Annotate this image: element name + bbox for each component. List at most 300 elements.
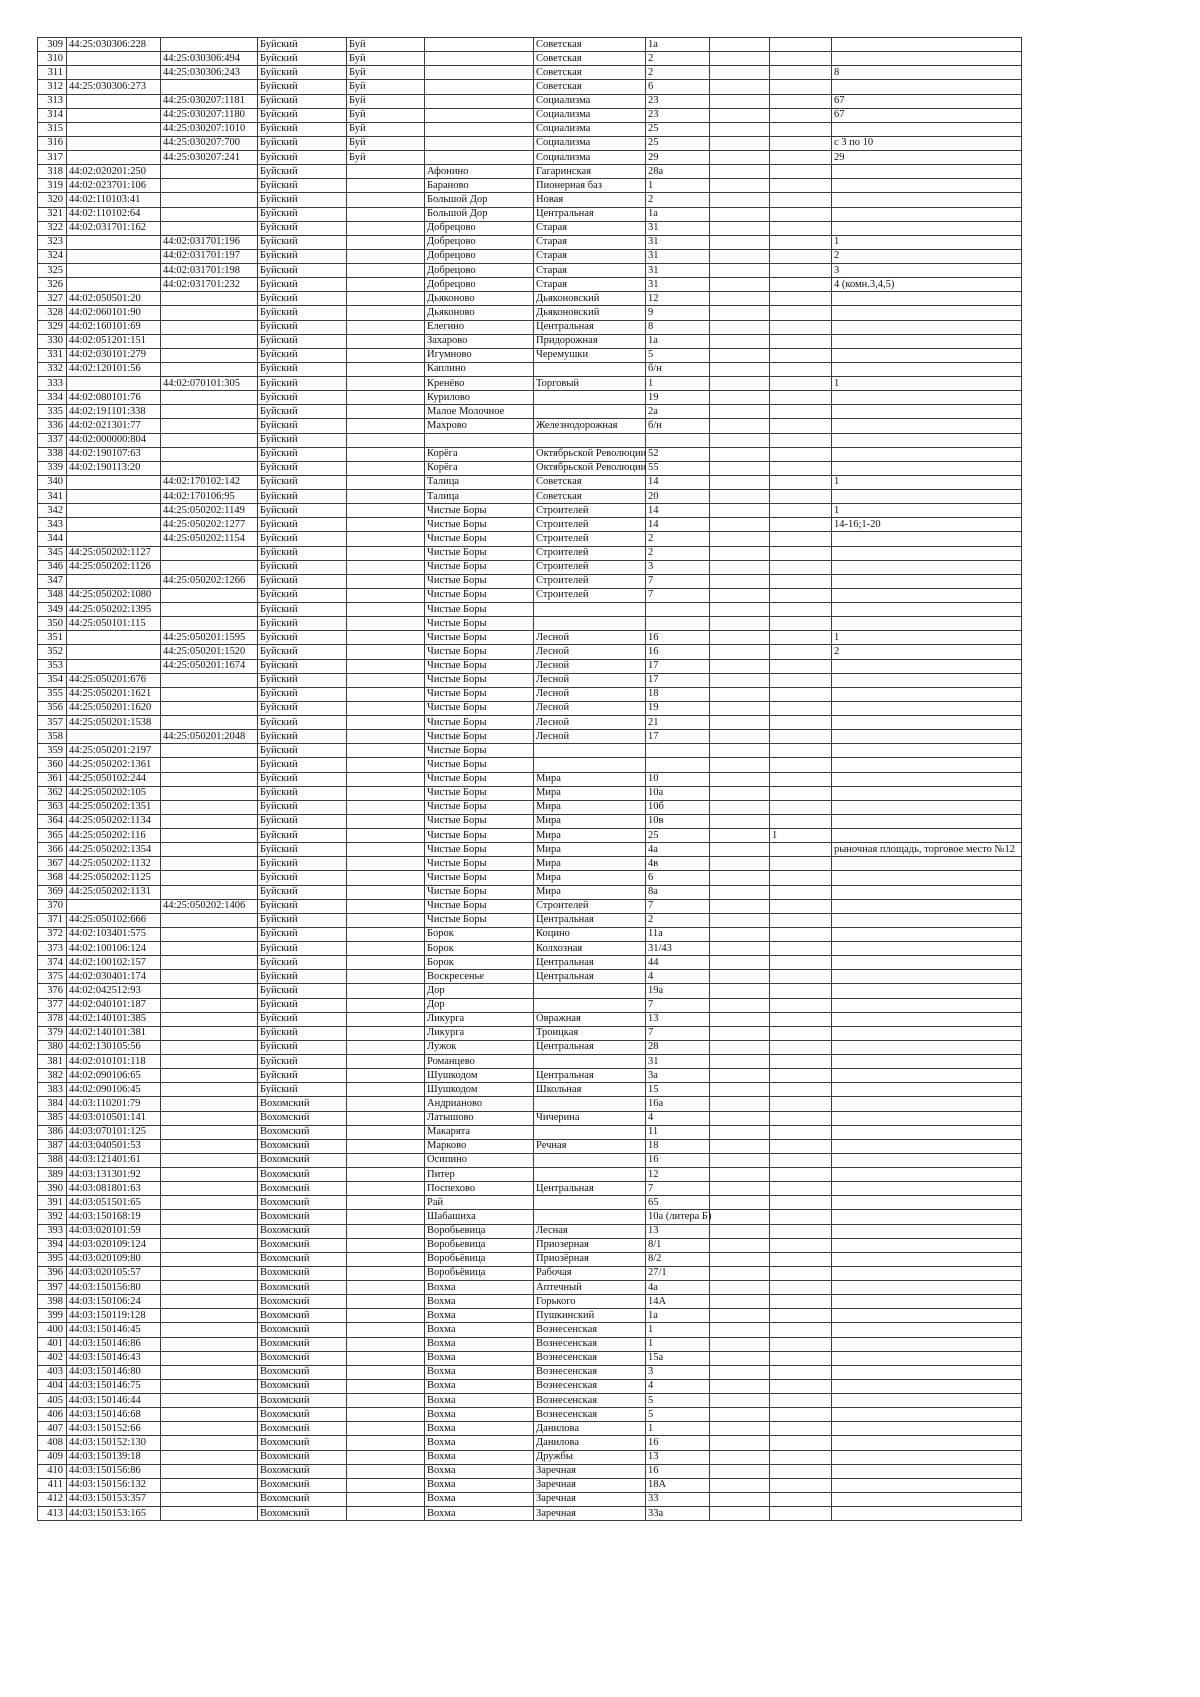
street-cell [534,391,646,405]
house-number-cell [646,758,710,772]
street-cell: Новая [534,193,646,207]
house-number-cell: 19а [646,984,710,998]
extra-column-1-cell [710,1224,770,1238]
extra-column-1-cell [710,1507,770,1521]
district-cell: Вохомский [258,1309,347,1323]
extra-column-1-cell [710,617,770,631]
district-cell: Буйский [258,574,347,588]
town-cell [347,320,425,334]
table-row [38,574,1022,588]
town-cell [347,1238,425,1252]
district-cell: Буйский [258,560,347,574]
settlement-cell: Вохма [425,1408,534,1422]
extra-column-2-cell [770,603,832,617]
cadastral-number-premises-cell [161,786,258,800]
cadastral-number-premises-cell [161,673,258,687]
premises-number-cell [832,546,1022,560]
row-number-cell: 346 [38,560,67,574]
premises-number-cell [832,1478,1022,1492]
extra-column-2-cell [770,1055,832,1069]
row-number-cell: 311 [38,66,67,80]
district-cell: Буйский [258,744,347,758]
extra-column-1-cell [710,504,770,518]
table-row [38,687,1022,701]
cadastral-number-premises-cell [161,419,258,433]
settlement-cell: Вохма [425,1492,534,1506]
extra-column-1-cell [710,843,770,857]
row-number-cell: 379 [38,1026,67,1040]
cadastral-number-premises-cell: 44:25:030306:494 [161,52,258,66]
town-cell [347,645,425,659]
premises-number-cell [832,942,1022,956]
premises-number-cell [832,1111,1022,1125]
district-cell: Буйский [258,136,347,150]
extra-column-2-cell [770,1379,832,1393]
settlement-cell: Вохма [425,1337,534,1351]
table-row [38,80,1022,94]
cadastral-number-premises-cell: 44:25:050201:1674 [161,659,258,673]
house-number-cell: 2 [646,66,710,80]
extra-column-2-cell [770,334,832,348]
district-cell: Буйский [258,504,347,518]
extra-column-2-cell [770,66,832,80]
cadastral-number-premises-cell: 44:02:031701:232 [161,278,258,292]
district-cell: Вохомский [258,1323,347,1337]
settlement-cell [425,108,534,122]
row-number-cell: 342 [38,504,67,518]
street-cell: Данилова [534,1422,646,1436]
extra-column-1-cell [710,221,770,235]
cadastral-number-premises-cell: 44:25:030207:700 [161,136,258,150]
street-cell: Коцино [534,927,646,941]
extra-column-1-cell [710,1351,770,1365]
cadastral-number-premises-cell [161,1450,258,1464]
street-cell: Мира [534,857,646,871]
premises-number-cell [832,998,1022,1012]
settlement-cell: Чистые Боры [425,829,534,843]
town-cell [347,730,425,744]
house-number-cell: 6 [646,871,710,885]
district-cell: Буйский [258,306,347,320]
house-number-cell: 65 [646,1196,710,1210]
house-number-cell: 1 [646,179,710,193]
extra-column-2-cell [770,207,832,221]
table-row [38,1422,1022,1436]
extra-column-1-cell [710,1365,770,1379]
table-row [38,179,1022,193]
town-cell: Буй [347,108,425,122]
premises-number-cell [832,419,1022,433]
settlement-cell: Чистые Боры [425,899,534,913]
row-number-cell: 356 [38,701,67,715]
district-cell: Буйский [258,673,347,687]
premises-number-cell [832,179,1022,193]
cadastral-number-cell [67,377,161,391]
cadastral-number-premises-cell [161,1309,258,1323]
table-row [38,136,1022,150]
house-number-cell: 11 [646,1125,710,1139]
extra-column-2-cell [770,461,832,475]
settlement-cell: Вохма [425,1394,534,1408]
extra-column-1-cell [710,1111,770,1125]
settlement-cell: Захарово [425,334,534,348]
premises-number-cell [832,122,1022,136]
premises-number-cell [832,659,1022,673]
cadastral-number-cell [67,264,161,278]
settlement-cell: Воробьёвица [425,1266,534,1280]
house-number-cell: 18 [646,687,710,701]
cadastral-number-cell: 44:03:150146:45 [67,1323,161,1337]
premises-number-cell [832,1266,1022,1280]
street-cell: Старая [534,221,646,235]
table-row [38,1153,1022,1167]
street-cell: Старая [534,278,646,292]
cadastral-number-premises-cell [161,306,258,320]
extra-column-1-cell [710,1026,770,1040]
table-row [38,1012,1022,1026]
extra-column-1-cell [710,1097,770,1111]
settlement-cell: Добрецово [425,221,534,235]
district-cell: Вохомский [258,1436,347,1450]
house-number-cell: 55 [646,461,710,475]
street-cell: Вознесенская [534,1394,646,1408]
district-cell: Буйский [258,970,347,984]
cadastral-number-premises-cell [161,207,258,221]
street-cell [534,744,646,758]
cadastral-number-cell: 44:03:110201:79 [67,1097,161,1111]
house-number-cell: 9 [646,306,710,320]
table-row [38,871,1022,885]
cadastral-number-premises-cell [161,193,258,207]
town-cell [347,447,425,461]
premises-number-cell: 1 [832,377,1022,391]
settlement-cell: Борок [425,942,534,956]
extra-column-2-cell [770,1083,832,1097]
row-number-cell: 347 [38,574,67,588]
extra-column-2-cell [770,1351,832,1365]
cadastral-number-cell: 44:03:051501:65 [67,1196,161,1210]
district-cell: Буйский [258,1012,347,1026]
table-row [38,377,1022,391]
street-cell: Строителей [534,899,646,913]
house-number-cell: 8/2 [646,1252,710,1266]
extra-column-2-cell [770,645,832,659]
table-row [38,348,1022,362]
table-row [38,433,1022,447]
extra-column-2-cell [770,885,832,899]
settlement-cell: Вохма [425,1309,534,1323]
extra-column-1-cell [710,38,770,52]
town-cell [347,1379,425,1393]
cadastral-number-premises-cell [161,716,258,730]
town-cell [347,1252,425,1266]
house-number-cell: 31 [646,1055,710,1069]
cadastral-number-premises-cell [161,546,258,560]
extra-column-1-cell [710,518,770,532]
table-row [38,1281,1022,1295]
extra-column-1-cell [710,1408,770,1422]
street-cell: Социализма [534,94,646,108]
row-number-cell: 400 [38,1323,67,1337]
street-cell: Вознесенская [534,1365,646,1379]
street-cell [534,1168,646,1182]
cadastral-number-cell: 44:02:060101:90 [67,306,161,320]
extra-column-1-cell [710,603,770,617]
cadastral-number-premises-cell [161,1083,258,1097]
district-cell: Буйский [258,800,347,814]
extra-column-2-cell [770,913,832,927]
house-number-cell: 31 [646,264,710,278]
house-number-cell: 1а [646,1309,710,1323]
town-cell [347,546,425,560]
settlement-cell: Вохма [425,1281,534,1295]
extra-column-2-cell [770,1012,832,1026]
house-number-cell: 12 [646,1168,710,1182]
house-number-cell: 25 [646,136,710,150]
table-row [38,786,1022,800]
district-cell: Буйский [258,292,347,306]
cadastral-number-cell: 44:03:150146:86 [67,1337,161,1351]
district-cell: Буйский [258,631,347,645]
cadastral-number-premises-cell [161,1408,258,1422]
town-cell [347,264,425,278]
town-cell [347,701,425,715]
cadastral-number-cell: 44:02:023701:106 [67,179,161,193]
extra-column-2-cell [770,151,832,165]
cadastral-number-premises-cell: 44:25:050201:1595 [161,631,258,645]
cadastral-number-premises-cell [161,1252,258,1266]
table-row [38,800,1022,814]
premises-number-cell [832,1365,1022,1379]
town-cell [347,391,425,405]
house-number-cell: 2а [646,405,710,419]
premises-number-cell [832,1153,1022,1167]
table-row [38,645,1022,659]
extra-column-1-cell [710,1379,770,1393]
cadastral-number-cell: 44:02:160101:69 [67,320,161,334]
extra-column-1-cell [710,1295,770,1309]
street-cell: Речная [534,1139,646,1153]
extra-column-2-cell [770,984,832,998]
settlement-cell: Игумново [425,348,534,362]
house-number-cell: 11а [646,927,710,941]
table-row [38,461,1022,475]
extra-column-2-cell [770,744,832,758]
cadastral-number-premises-cell [161,1139,258,1153]
premises-number-cell [832,1337,1022,1351]
table-row [38,165,1022,179]
district-cell: Вохомский [258,1379,347,1393]
town-cell [347,334,425,348]
settlement-cell: Чистые Боры [425,659,534,673]
street-cell: Социализма [534,108,646,122]
settlement-cell: Шушкодом [425,1083,534,1097]
cadastral-number-cell: 44:03:150119:128 [67,1309,161,1323]
district-cell: Буйский [258,814,347,828]
extra-column-1-cell [710,1040,770,1054]
row-number-cell: 318 [38,165,67,179]
settlement-cell: Дор [425,984,534,998]
cadastral-number-premises-cell [161,405,258,419]
district-cell: Буйский [258,278,347,292]
table-row [38,38,1022,52]
table-row [38,899,1022,913]
extra-column-2-cell [770,504,832,518]
cadastral-number-premises-cell: 44:25:050202:1149 [161,504,258,518]
extra-column-1-cell [710,207,770,221]
row-number-cell: 385 [38,1111,67,1125]
table-row [38,1351,1022,1365]
cadastral-number-cell: 44:03:150146:75 [67,1379,161,1393]
district-cell: Буйский [258,447,347,461]
house-number-cell: 14 [646,504,710,518]
table-row [38,984,1022,998]
extra-column-2-cell [770,1125,832,1139]
row-number-cell: 407 [38,1422,67,1436]
extra-column-2-cell [770,193,832,207]
town-cell [347,871,425,885]
street-cell: Железнодорожная [534,419,646,433]
district-cell: Буйский [258,391,347,405]
cadastral-number-cell: 44:25:050102:666 [67,913,161,927]
settlement-cell: Чистые Боры [425,546,534,560]
settlement-cell: Чистые Боры [425,744,534,758]
cadastral-number-cell: 44:03:150139:18 [67,1450,161,1464]
table-row [38,617,1022,631]
settlement-cell: Малое Молочное [425,405,534,419]
district-cell: Вохомский [258,1252,347,1266]
cadastral-number-premises-cell [161,1182,258,1196]
extra-column-2-cell [770,772,832,786]
extra-column-2-cell [770,927,832,941]
table-row [38,546,1022,560]
cadastral-number-premises-cell [161,772,258,786]
town-cell [347,377,425,391]
table-row [38,843,1022,857]
settlement-cell [425,136,534,150]
house-number-cell: 12 [646,292,710,306]
row-number-cell: 361 [38,772,67,786]
town-cell [347,1337,425,1351]
extra-column-1-cell [710,1210,770,1224]
cadastral-number-premises-cell [161,560,258,574]
house-number-cell: 10 [646,772,710,786]
house-number-cell: 2 [646,913,710,927]
row-number-cell: 337 [38,433,67,447]
cadastral-number-cell: 44:02:051201:151 [67,334,161,348]
premises-number-cell [832,433,1022,447]
street-cell: Советская [534,38,646,52]
house-number-cell: 7 [646,574,710,588]
cadastral-number-cell: 44:03:150152:130 [67,1436,161,1450]
town-cell [347,913,425,927]
district-cell: Буйский [258,871,347,885]
cadastral-number-premises-cell [161,617,258,631]
town-cell [347,829,425,843]
house-number-cell: 31 [646,221,710,235]
extra-column-1-cell [710,1422,770,1436]
premises-number-cell [832,588,1022,602]
extra-column-2-cell [770,52,832,66]
district-cell: Буйский [258,998,347,1012]
house-number-cell: 1а [646,334,710,348]
extra-column-1-cell [710,560,770,574]
table-row [38,1295,1022,1309]
premises-number-cell [832,970,1022,984]
district-cell: Буйский [258,151,347,165]
cadastral-number-cell [67,518,161,532]
premises-number-cell [832,532,1022,546]
table-row [38,405,1022,419]
cadastral-number-premises-cell [161,1323,258,1337]
town-cell: Буй [347,80,425,94]
street-cell: Заречная [534,1464,646,1478]
row-number-cell: 389 [38,1168,67,1182]
extra-column-2-cell [770,235,832,249]
row-number-cell: 396 [38,1266,67,1280]
house-number-cell: 13 [646,1450,710,1464]
table-row [38,249,1022,263]
row-number-cell: 348 [38,588,67,602]
street-cell: Центральная [534,1040,646,1054]
cadastral-number-premises-cell: 44:25:030207:1010 [161,122,258,136]
house-number-cell: 14 [646,518,710,532]
extra-column-1-cell [710,800,770,814]
cadastral-number-cell [67,94,161,108]
street-cell: Рабочая [534,1266,646,1280]
table-row [38,320,1022,334]
cadastral-number-premises-cell [161,687,258,701]
street-cell: Дьяконовский [534,292,646,306]
cadastral-number-cell: 44:02:031701:162 [67,221,161,235]
town-cell [347,1365,425,1379]
cadastral-number-cell [67,249,161,263]
row-number-cell: 334 [38,391,67,405]
street-cell: Советская [534,52,646,66]
street-cell: Советская [534,490,646,504]
premises-number-cell [832,1139,1022,1153]
house-number-cell: 10б [646,800,710,814]
table-row [38,1040,1022,1054]
district-cell: Буйский [258,913,347,927]
settlement-cell: Поспехово [425,1182,534,1196]
cadastral-number-premises-cell [161,1394,258,1408]
cadastral-number-premises-cell [161,433,258,447]
cadastral-number-cell: 44:02:140101:381 [67,1026,161,1040]
table-row [38,1492,1022,1506]
cadastral-number-premises-cell [161,758,258,772]
row-number-cell: 354 [38,673,67,687]
town-cell [347,673,425,687]
district-cell: Буйский [258,942,347,956]
street-cell: Центральная [534,1182,646,1196]
settlement-cell: Чистые Боры [425,772,534,786]
street-cell: Черемушки [534,348,646,362]
street-cell: Старая [534,264,646,278]
extra-column-1-cell [710,885,770,899]
table-row [38,447,1022,461]
house-number-cell: 7 [646,998,710,1012]
extra-column-1-cell [710,447,770,461]
settlement-cell [425,151,534,165]
extra-column-2-cell [770,136,832,150]
premises-number-cell [832,857,1022,871]
row-number-cell: 378 [38,1012,67,1026]
table-row [38,603,1022,617]
district-cell: Вохомский [258,1464,347,1478]
extra-column-1-cell [710,52,770,66]
row-number-cell: 382 [38,1069,67,1083]
